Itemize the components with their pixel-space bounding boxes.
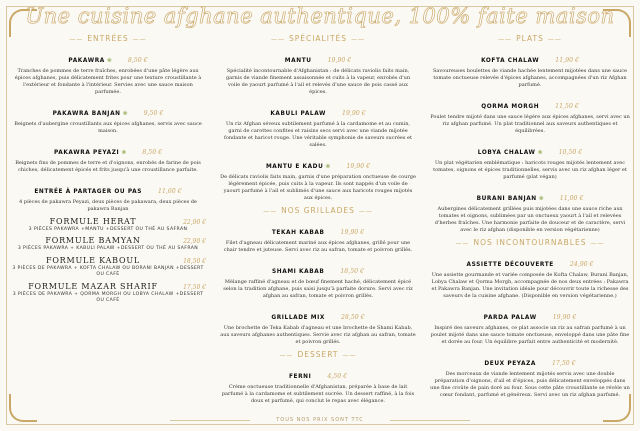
item-description: Un riz Afghan séveux subtilement parfumé à la cardamome et au cumin, garni de carottes confites et raisins secs servi avec une viande mijotée fondante et haricot rouge. Une véritable symphonie de saveurs sucrées et salées. [223,121,413,148]
item-price: 24,90 € [569,261,594,268]
leaf-icon: ❀ [325,163,331,170]
item-name: TEKAH KABAB [271,230,325,236]
menu-item [220,363,416,405]
item-name: DEUX PEYAZA [484,361,536,367]
item-name: MANTU E KADU [265,164,324,170]
menu-item [220,153,416,202]
item-name: PAKAWRA PEYAZI [53,150,120,156]
item-name: PAKAWRA BANJAN [52,111,121,117]
leaf-icon: ❀ [121,149,127,156]
item-price: 17,50 € [551,360,576,367]
menu-item [430,93,630,135]
item-description: Des morceaux de viande lentement mijotés servis avec une double préparation d'oignons, d'ail et d'épices, puis délicatement enveloppés dans une fine croûte de pain doré au four. Sous cette pâte croustillante se révèle un cœur fondant, parfumé et généreux. Servi avec un riz afghan parfumé. [430,371,630,398]
item-description: Poulet tendre mijoté dans une sauce légère aux épices afghanes, servi avec un riz afghan parfumé. Un plat traditionnel aux saveurs authentiques et équilibrées. [430,114,630,134]
item-price: 10,50 € [558,149,583,156]
item-price: 9,50 € [143,110,164,117]
item-name: LOBYA CHALAW [477,150,536,156]
formula-name: FORMULE KABOUL [45,255,141,265]
menu-item [220,219,416,254]
item-price: 11,90 € [555,57,579,64]
menu-item [220,258,416,300]
formula-price: 17,50 € [183,283,206,291]
section-heading-specialites: —— SPÉCIALITÉS —— [220,34,416,43]
item-description: Savoureuses boulettes de viande hachée lentement mijotées dans une sauce tomate onctueuse relevée d'épices afghanes, accompagnées d'un riz Afghan parfumé. [432,68,627,88]
leaf-icon: ❀ [106,57,112,64]
formula-item [10,282,206,305]
item-name: ASSIETTE DÉCOUVERTE [466,262,554,268]
item-price: 19,90 € [346,163,371,170]
menu-item [10,139,206,174]
formula-price: 18,50 € [183,257,206,265]
item-name: KOFTA CHALAW [481,58,540,64]
formula-item [10,217,206,233]
footer-note: TOUS NOS PRIX SONT TTC [276,417,364,423]
item-price: 28,50 € [341,314,365,321]
item-description: Inspiré des saveurs afghanes, ce plat associe un riz au safran parfumé à un poulet mijoté dans une sauce tomate onctueuse, enveloppé dans une pâte fine et dorée au four. Un équilibre parfait entre authenticité et modernité. [430,325,630,345]
leaf-icon: ❀ [537,149,543,156]
item-price: 19,90 € [342,110,366,117]
leaf-icon: ❀ [122,110,128,117]
menu-title: Une cuisine afghane authentique, 100% faite maison [25,4,615,28]
menu-item [220,47,416,96]
leaf-icon: ❀ [538,195,544,202]
item-name: SHAMI KABAB [272,269,325,275]
item-description: Spécialité incontournable d'Afghanistan : de délicats raviolis faits main, garnis de viande finement assaisonnée et cuits à la vapeur, enrobés d'un voile de yaourt parfumé à l'ail et relevés d'une sauce de pois cassé aux épices. [225,68,411,95]
menu-item [430,350,630,399]
item-name: MANTU [284,58,312,64]
item-price: 18,50 € [340,268,364,275]
formula-price: 22,90 € [183,219,206,226]
item-price: 8,50 € [142,149,163,156]
item-description: 4 pièces de pakawra Peyazi, deux pièces de pakawara, deux pièces de pakawra Banjan [19,199,197,212]
formula-item [10,256,206,279]
item-description: Filet d'agneau délicatement mariné aux épices afghanes, grillé pour une chair tendre et juteuse. Servi avec riz au safran, tomate et poivron grillés. [223,240,413,253]
menu-item [10,100,206,135]
item-description: De délicats raviolis faits main, garnis d'une préparation onctueuse de courge légèrement épicée, puis cuits à la vapeur. Ils sont nappés d'un voile de yaourt parfumé à l'ail et sublimés d'une sauce aux haricots rouges mijotés aux épices. [220,174,416,201]
item-name: PAKAWRA [68,58,105,64]
formula-price: 22,90 € [183,238,206,246]
column-entrees [10,32,206,411]
item-description: Une assiette gourmande et variée composée de Kofta Chalaw, Burani Banjan, Lobya Chalaw et Qorma Morgh, accompagnée de nos deux entrées : Pakawra et Pakawra Banjan. Une invitation idéale pour découvrir toute la richesse des saveurs de la cuisine afghane. (Disponible en version végétarienne.) [431,272,629,299]
section-heading-entrees: —— ENTRÉES —— [10,34,206,43]
item-name: FERNI [288,374,312,380]
item-description: Crème onctueuse traditionnelle d'Afghanistan, préparée à base de lait parfumé à la cardamome et subtilement sucrée. Un dessert raffiné, à la fois doux et parfumé, qui conclut le repas avec élégance. [221,384,415,404]
formula-description: 3 PIÈCES DE PAKAWRA + QORMA MORGH OU LOBYA CHALAW +DESSERT OU CAFÉ [12,291,204,304]
item-price: 11,00 € [559,195,584,202]
section-heading-dessert: —— DESSERT —— [220,350,416,359]
item-price: 19,90 € [327,57,352,64]
section-heading-grillades: —— NOS GRILLADES —— [220,206,416,215]
item-price: 19,90 € [340,229,365,236]
item-name: KABULI PALAW [270,111,327,117]
item-price: 11,50 € [555,103,579,110]
menu-item [430,304,630,346]
item-description: Aubergines délicatement grillées puis mijotées dans une sauce riche aux tomates et oignons, sublimées par un onctueux yaourt à l'ail et relevées d'herbes fraîches. Une harmonie parfaite de douceur et de caractère, servi avec le riz afghan (disponible en version végétarienne) [434,206,626,233]
item-description: Une brochette de Teka Kabab d'agneau et une brochette de Shami Kabab, aux saveurs afghanes authentiques. Servie avec riz afghan au safran, tomate et poivron grillés. [220,325,416,345]
formula-name: FORMULE MAZAR SHARIF [28,281,158,291]
formula-item [10,236,206,252]
menu-item [430,185,630,234]
menu-item [220,100,416,149]
item-price: 19,90 € [552,314,577,321]
item-price: 4,50 € [327,373,348,380]
formula-description: 3 PIÈCES PAKAWRA + KABULI PALAW +DESSERT OU THÉ AU SAFRAN [17,246,199,252]
column-specialites [220,32,416,411]
section-heading-incontournables: —— NOS INCONTOURNABLES —— [430,238,630,247]
item-name: QORMA MORGH [481,104,540,110]
item-name: PARDA PALAW [483,315,537,321]
formula-description: 3 PIÈCES PAKAWRA +MANTU +DESSERT OU THÉ AU SAFRAN [28,227,188,232]
menu-item [10,47,206,96]
item-description: Beignets fins de pommes de terre et d'oignons, enrobés de farine de pois chiches, délicatement épicés et frits jusqu'à une croustillance parfaite. [15,160,201,173]
item-description: Un plat végétarien emblématique : haricots rouges mijotés lentement avec tomates, oignons et épices traditionnelles, servis avec un riz afghan léger et parfumé (plat végan) [433,160,627,180]
item-description: Beignets d'aubergine croustillants aux épices afghanes, servis avec sauce maison. [14,121,202,134]
menu-item [430,47,630,89]
formula-description: 3 PIÈCES DE PAKAWRA + KOFTA CHALAW OU BORANI BANJAN +DESSERT OU CAFÉ [12,265,204,278]
menu-item [10,178,206,213]
menu-item [220,304,416,346]
item-description: Mélange raffiné d'agneau et de bœuf finement haché, délicatement épicé selon la tradition afghane, puis saisi jusqu'à parfaite dorure. Servi avec riz afghan au safran, tomate et poivron grillés. [223,279,413,299]
item-name: BURANI BANJAN [476,196,537,202]
item-name: GRILLADE MIX [271,315,325,321]
item-price: 11,60 € [158,188,182,195]
formula-name: FORMULE BAMYAN [45,236,141,246]
menu-item [430,251,630,300]
item-name: ENTRÉE À PARTAGER OU PAS [34,189,143,195]
section-heading-plats: —— PLATS —— [430,34,630,43]
item-price: 8,50 € [127,57,148,64]
item-description: Tranches de pommes de terre fraîches, enrobées d'une pâte légère aux épices afghanes, puis délicatement frites pour une texture croustillante à l'extérieur et fondante à l'intérieur. Servies avec une sauce maison parfumée. [14,68,202,95]
menu-item [430,139,630,181]
column-plats [430,32,630,411]
formula-name: FORMULE HERAT [49,217,137,226]
